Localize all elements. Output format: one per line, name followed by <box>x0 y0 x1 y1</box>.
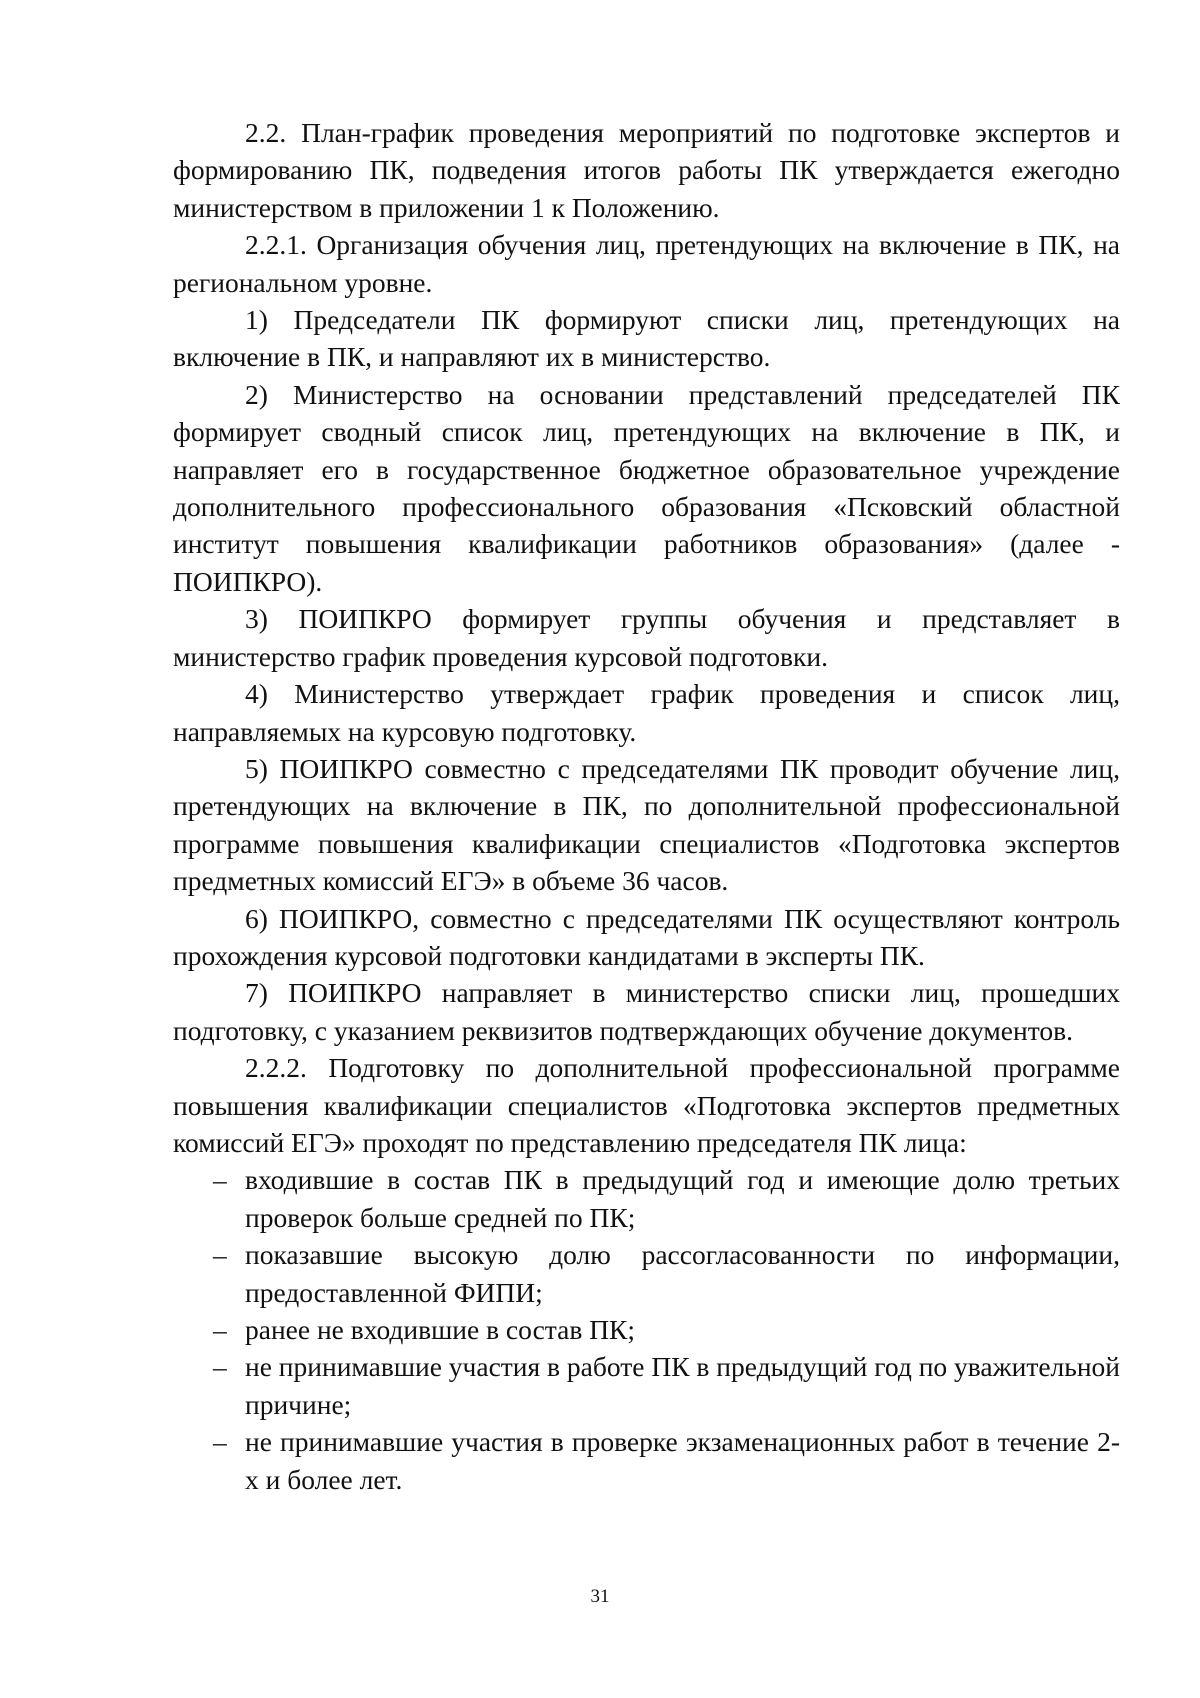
dash-marker: – <box>213 1164 227 1196</box>
paragraph-item-4: 4) Министерство утверждает график проведения и список лиц, направляемых на курсовую подготовку. <box>173 678 1120 747</box>
paragraph-item-5: 5) ПОИПКРО совместно с председателями ПК проводит обучение лиц, претендующих на включение в ПК, по дополнительной профессиональной программе повышения квалификации специалистов «Подготовка экспертов предметных комиссий ЕГЭ» в объеме 36 часов. <box>173 752 1120 897</box>
list-item-text: входившие в состав ПК в предыдущий год и имеющие долю третьих проверок больше средней по ПК; <box>245 1164 1120 1233</box>
list-item-text: показавшие высокую долю рассогласованности по информации, предоставленной ФИПИ; <box>245 1239 1120 1308</box>
list-item-text: не принимавшие участия в проверке экзаменационных работ в течение 2-х и более лет. <box>245 1426 1120 1495</box>
paragraph-2-2: 2.2. План-график проведения мероприятий по подготовке экспертов и формированию ПК, подведения итогов работы ПК утверждается ежегодно министерством в приложении 1 к Положению. <box>173 117 1120 223</box>
list-item <box>173 1423 1120 1498</box>
list-item <box>173 1161 1120 1236</box>
list-item-text: не принимавшие участия в работе ПК в предыдущий год по уважительной причине; <box>245 1351 1121 1420</box>
page-number: 31 <box>590 1586 610 1607</box>
paragraph-item-7: 7) ПОИПКРО направляет в министерство списки лиц, прошедших подготовку, с указанием реквизитов подтверждающих обучение документов. <box>173 977 1120 1046</box>
list-item <box>173 1348 1120 1423</box>
list-item <box>173 1311 1120 1348</box>
paragraph-item-3: 3) ПОИПКРО формирует группы обучения и представляет в министерство график проведения курсовой подготовки. <box>173 603 1120 672</box>
dash-marker: – <box>213 1239 227 1271</box>
paragraph-item-1: 1) Председатели ПК формируют списки лиц, претендующих на включение в ПК, и направляют их в министерство. <box>173 304 1120 373</box>
paragraph-2-2-1: 2.2.1. Организация обучения лиц, претендующих на включение в ПК, на региональном уровне. <box>173 229 1120 298</box>
criteria-list <box>173 1161 1120 1498</box>
paragraph-2-2-2: 2.2.2. Подготовку по дополнительной профессиональной программе повышения квалификации специалистов «Подготовка экспертов предметных комиссий ЕГЭ» проходят по представлению председателя ПК лица: <box>173 1052 1120 1158</box>
paragraph-item-6: 6) ПОИПКРО, совместно с председателями ПК осуществляют контроль прохождения курсовой подготовки кандидатами в эксперты ПК. <box>173 902 1120 971</box>
page-body <box>173 114 1120 1498</box>
list-item <box>173 1236 1120 1311</box>
paragraph-item-2: 2) Министерство на основании представлений председателей ПК формирует сводный список лиц, претендующих на включение в ПК, и направляет его в государственное бюджетное образовательное учреждение дополнительного профессионального образования «Псковский областной институт повышения квалификации работников образования» (далее - ПОИПКРО). <box>173 378 1120 597</box>
list-item-text: ранее не входившие в состав ПК; <box>245 1314 636 1345</box>
dash-marker: – <box>213 1314 227 1345</box>
dash-marker: – <box>213 1351 227 1383</box>
dash-marker: – <box>213 1426 227 1458</box>
